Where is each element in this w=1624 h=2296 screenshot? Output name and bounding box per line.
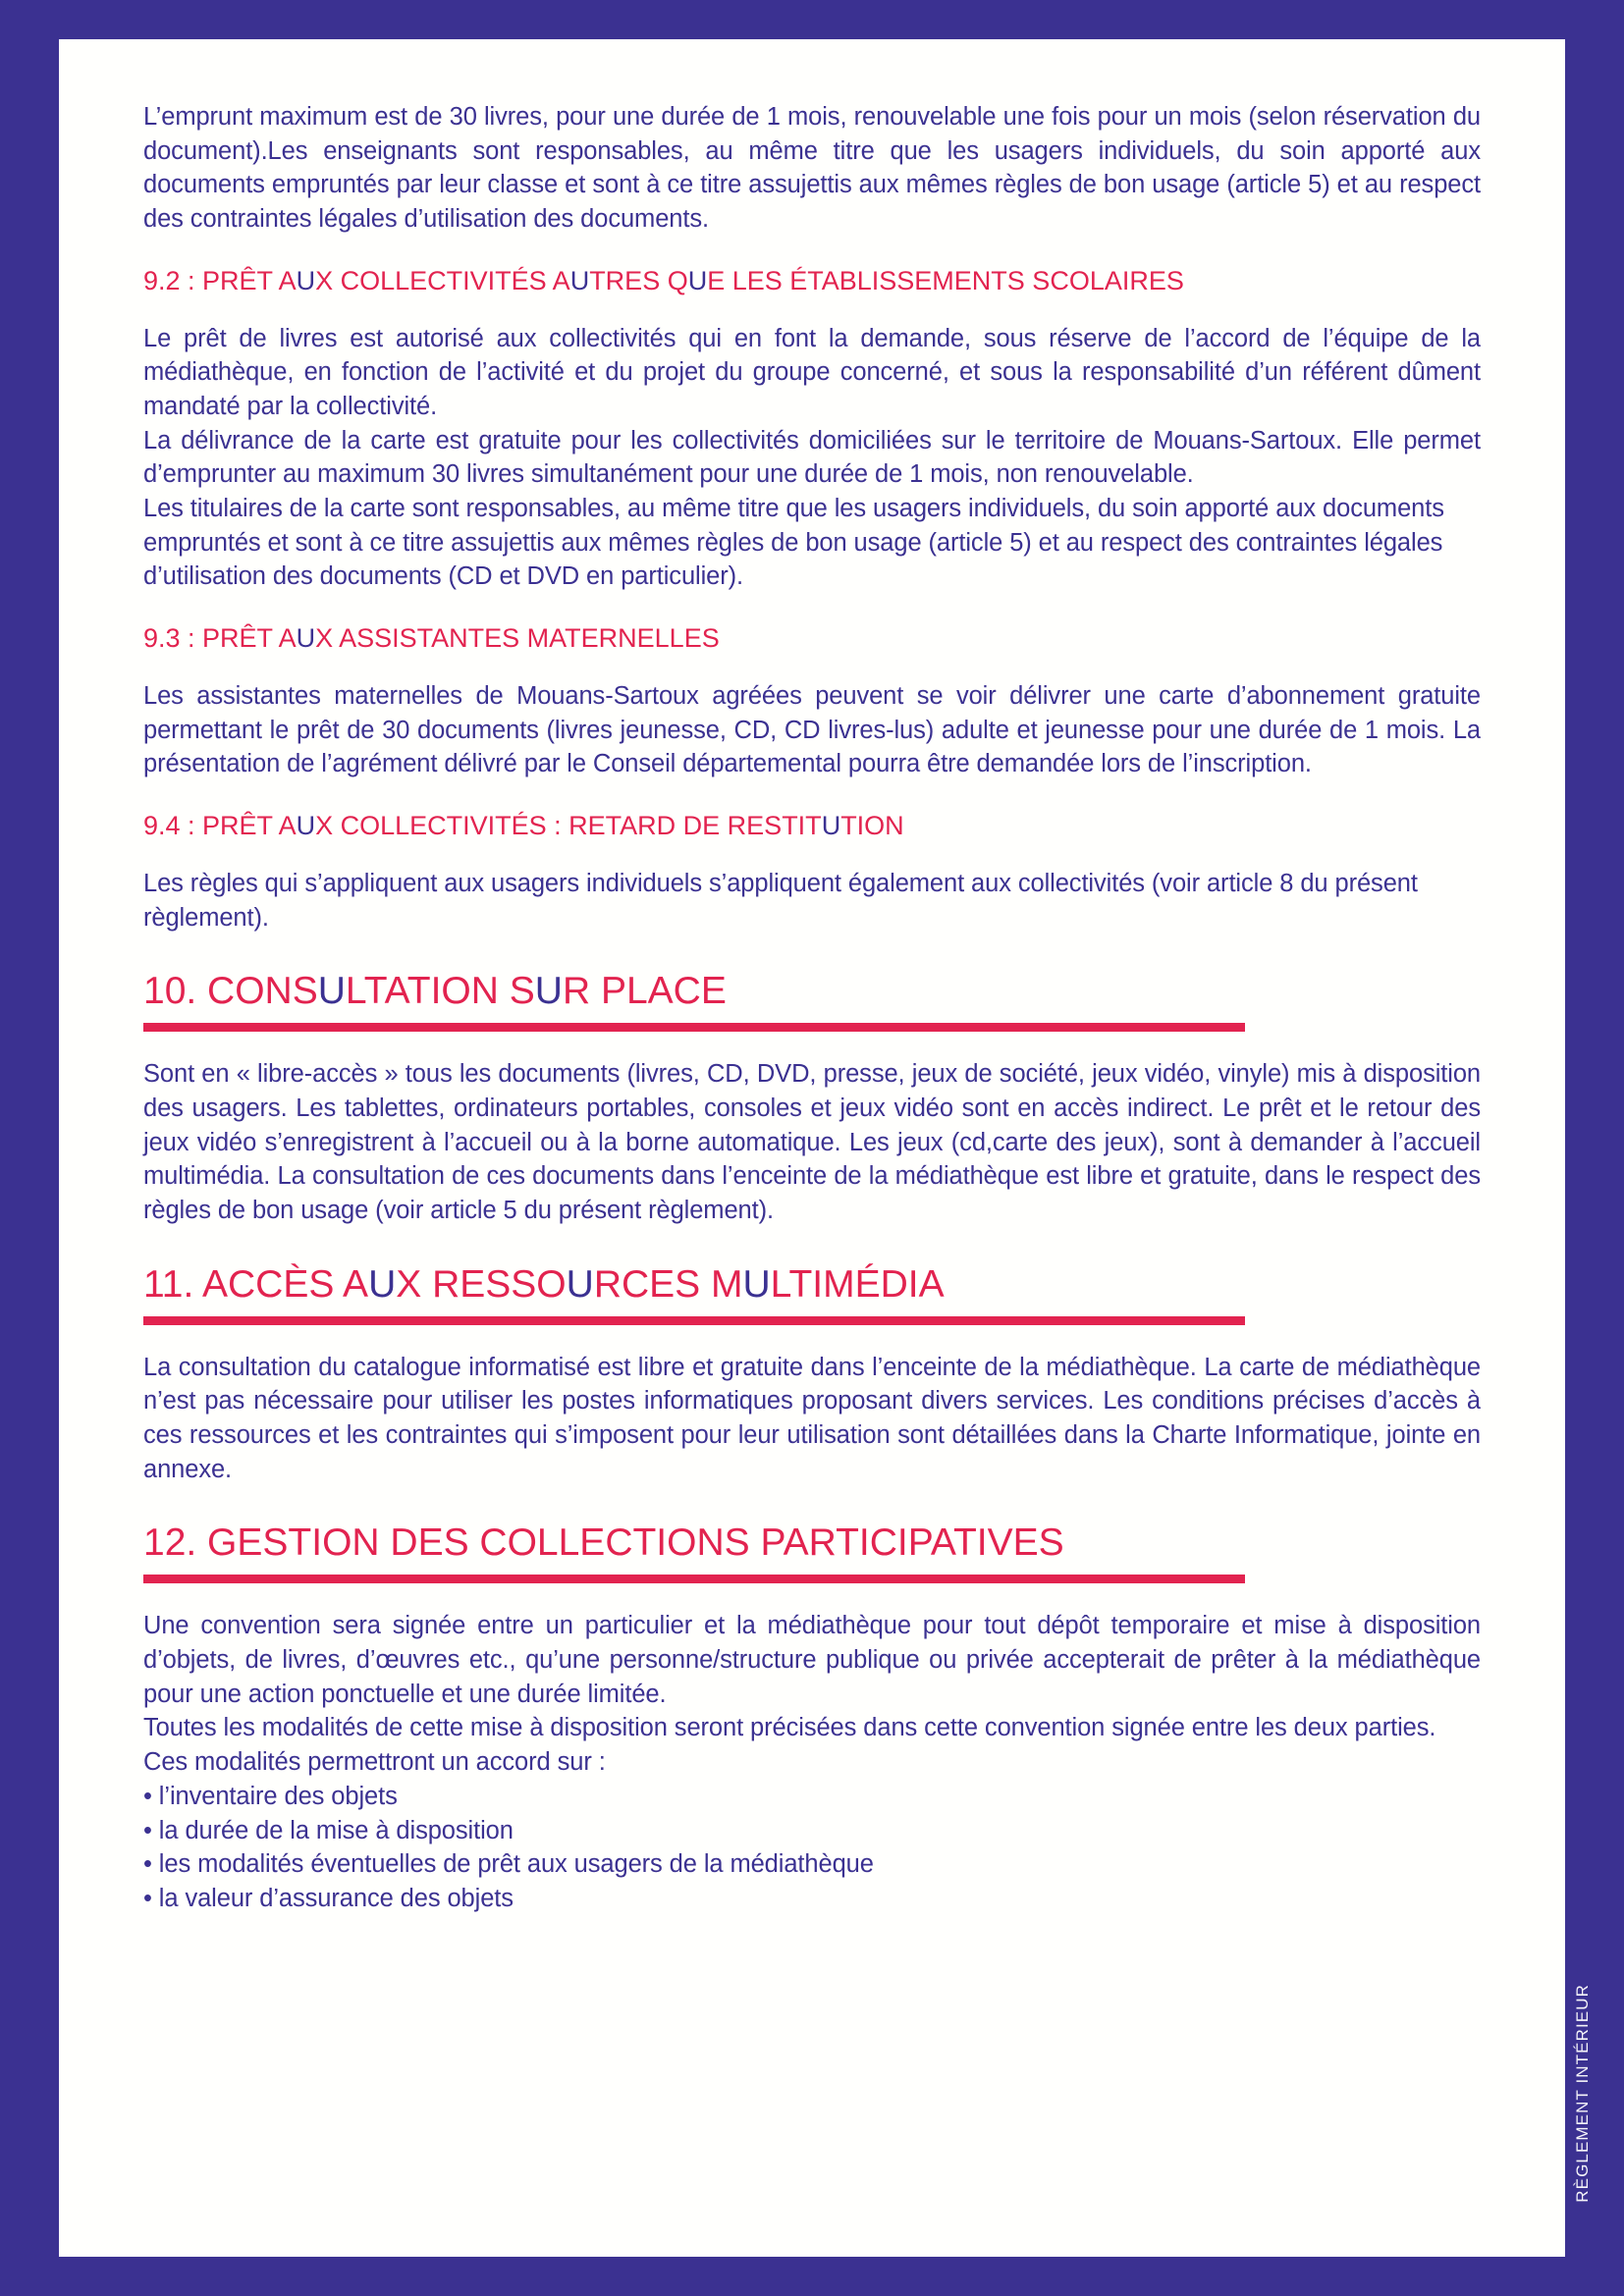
paragraph-12-3: Ces modalités permettront un accord sur :	[143, 1748, 606, 1777]
heading-10-part3: R PLACE	[562, 970, 727, 1013]
heading-11	[143, 1263, 1481, 1307]
heading-9-2-u2: U	[569, 265, 590, 295]
section-11	[143, 1263, 1481, 1487]
paragraph-12-2: Toutes les modalités de cette mise à disposition seront précisées dans cette convention signée entre les deux parties.	[143, 1714, 1436, 1742]
paragraph-12-1: Une convention sera signée entre un particulier et la médiathèque pour tout dépôt temporaire et mise à disposition d’objets, de livres, d’œuvres etc., qu’une personne/structure publique ou privée accepterait de prêter à la médiathèque pour une action ponctuelle et une durée limitée.	[143, 1612, 1481, 1708]
heading-9-4-u2: U	[821, 811, 841, 841]
section-9-3-body	[143, 679, 1481, 781]
heading-9-4	[143, 811, 1481, 841]
heading-11-u2: U	[566, 1262, 594, 1306]
section-12	[143, 1522, 1481, 1915]
bullet-item-3: • les modalités éventuelles de prêt aux usagers de la médiathèque	[143, 1850, 874, 1879]
paragraph-11-1: La consultation du catalogue informatisé est libre et gratuite dans l’enceinte de la médiathèque. La carte de médiathèque n’est pas nécessaire pour utiliser les postes informatiques proposant divers services. Les conditions précises d’accès à ces ressources et les contraintes qui s’imposent pour leur utilisation sont détaillées dans la Charte Informatique, jointe en annexe.	[143, 1353, 1481, 1483]
heading-10-u1: U	[317, 970, 346, 1013]
heading-11-part1: 11. ACCÈS A	[143, 1262, 369, 1306]
heading-11-part2: X RESSO	[396, 1262, 567, 1306]
heading-10-u2: U	[534, 970, 563, 1013]
heading-9-2-part3: TRES Q	[589, 265, 688, 295]
heading-11-part4: LTIMÉDIA	[770, 1262, 945, 1306]
side-tab	[1565, 0, 1624, 2296]
heading-9-2-u3: U	[687, 265, 708, 295]
heading-9-4-part2: X COLLECTIVITÉS : RETARD DE RESTIT	[315, 811, 822, 841]
intro-paragraph: L’emprunt maximum est de 30 livres, pour une durée de 1 mois, renouvelable une fois pour un mois (selon réservation du document).Les enseignants sont responsables, au même titre que les usagers individuels, du soin apporté aux documents empruntés par leur classe et sont à ce titre assujettis aux mêmes règles de bon usage (article 5) et au respect des contraintes légales d’utilisation des documents.	[143, 103, 1481, 234]
heading-9-4-u1: U	[296, 811, 316, 841]
paragraph-9-3-1: Les assistantes maternelles de Mouans-Sartoux agréées peuvent se voir délivrer une carte d’abonnement gratuite permettant le prêt de 30 documents (livres jeunesse, CD, CD livres-lus) adulte et jeunesse pour une durée de 1 mois. La présentation de l’agrément délivré par le Conseil départemental pourra être demandée lors de l’inscription.	[143, 682, 1481, 778]
bullet-item-1: • l’inventaire des objets	[143, 1782, 398, 1810]
heading-9-4-part3: TION	[840, 811, 904, 841]
paragraph-10-1: Sont en « libre-accès » tous les documents (livres, CD, DVD, presse, jeux de société, jeux vidéo, vinyle) mis à disposition des usagers. Les tablettes, ordinateurs portables, consoles et jeux vidéo sont en accès indirect. Le prêt et le retour des jeux vidéo s’enregistrent à l’accueil ou à la borne automatique. Les jeux (cd,carte des jeux), sont à demander à l’accueil multimédia. La consultation de ces documents dans l’enceinte de la médiathèque est libre et gratuite, dans le respect des règles de bon usage (voir article 5 du présent règlement).	[143, 1060, 1481, 1225]
section-9-4-body	[143, 867, 1481, 934]
heading-9-3-part2: X ASSISTANTES MATERNELLES	[315, 623, 720, 654]
heading-10-part2: LTATION S	[345, 970, 535, 1013]
heading-9-2-u1: U	[296, 265, 316, 295]
paragraph-9-4-1: Les règles qui s’appliquent aux usagers individuels s’appliquent également aux collectivités (voir article 8 du présent règlement).	[143, 870, 1418, 932]
heading-11-u3: U	[742, 1262, 771, 1306]
section-10	[143, 970, 1481, 1227]
section-12-bullet-list	[143, 1780, 1481, 1916]
heading-9-2-part1: 9.2 : PRÊT A	[143, 265, 297, 295]
section-9-2-body	[143, 322, 1481, 594]
heading-9-3-u1: U	[296, 623, 316, 654]
paragraph-9-2-2: La délivrance de la carte est gratuite pour les collectivités domiciliées sur le territoire de Mouans-Sartoux. Elle permet d’emprunter au maximum 30 livres simultanément pour une durée de 1 mois, non renouvelable.	[143, 426, 1481, 489]
heading-11-rule	[143, 1316, 1245, 1325]
page-sheet	[59, 39, 1565, 2257]
heading-9-2-part4: E LES ÉTABLISSEMENTS SCOLAIRES	[707, 265, 1184, 295]
heading-9-2-part2: X COLLECTIVITÉS A	[315, 265, 570, 295]
heading-10-rule	[143, 1023, 1245, 1032]
heading-11-u1: U	[368, 1262, 397, 1306]
heading-9-3-part1: 9.3 : PRÊT A	[143, 623, 297, 654]
paragraph-9-2-3: Les titulaires de la carte sont responsables, au même titre que les usagers individuels, du soin apporté aux documents empruntés et sont à ce titre assujettis aux mêmes règles de bon usage (article 5) et au respect des contraintes légales d’utilisation des documents (CD et DVD en particulier).	[143, 495, 1444, 591]
heading-9-4-part1: 9.4 : PRÊT A	[143, 811, 297, 841]
heading-12: 12. GESTION DES COLLECTIONS PARTICIPATIVES	[143, 1522, 1064, 1565]
intro-paragraph-block	[143, 100, 1481, 237]
bullet-item-2: • la durée de la mise à disposition	[143, 1816, 514, 1844]
bullet-item-4: • la valeur d’assurance des objets	[143, 1884, 514, 1912]
paragraph-9-2-1: Le prêt de livres est autorisé aux collectivités qui en font la demande, sous réserve de l’accord de l’équipe de la médiathèque, en fonction de l’activité et du projet du groupe concerné, et sous la responsabilité d’un référent dûment mandaté par la collectivité.	[143, 324, 1481, 421]
heading-10-part1: 10. CONS	[143, 970, 318, 1013]
heading-9-2	[143, 266, 1481, 296]
heading-10	[143, 970, 1481, 1013]
heading-11-part3: RCES M	[593, 1262, 743, 1306]
heading-9-3	[143, 623, 1481, 654]
heading-12-rule	[143, 1575, 1245, 1583]
side-tab-label: RÈGLEMENT INTÉRIEUR	[1573, 1984, 1592, 2203]
